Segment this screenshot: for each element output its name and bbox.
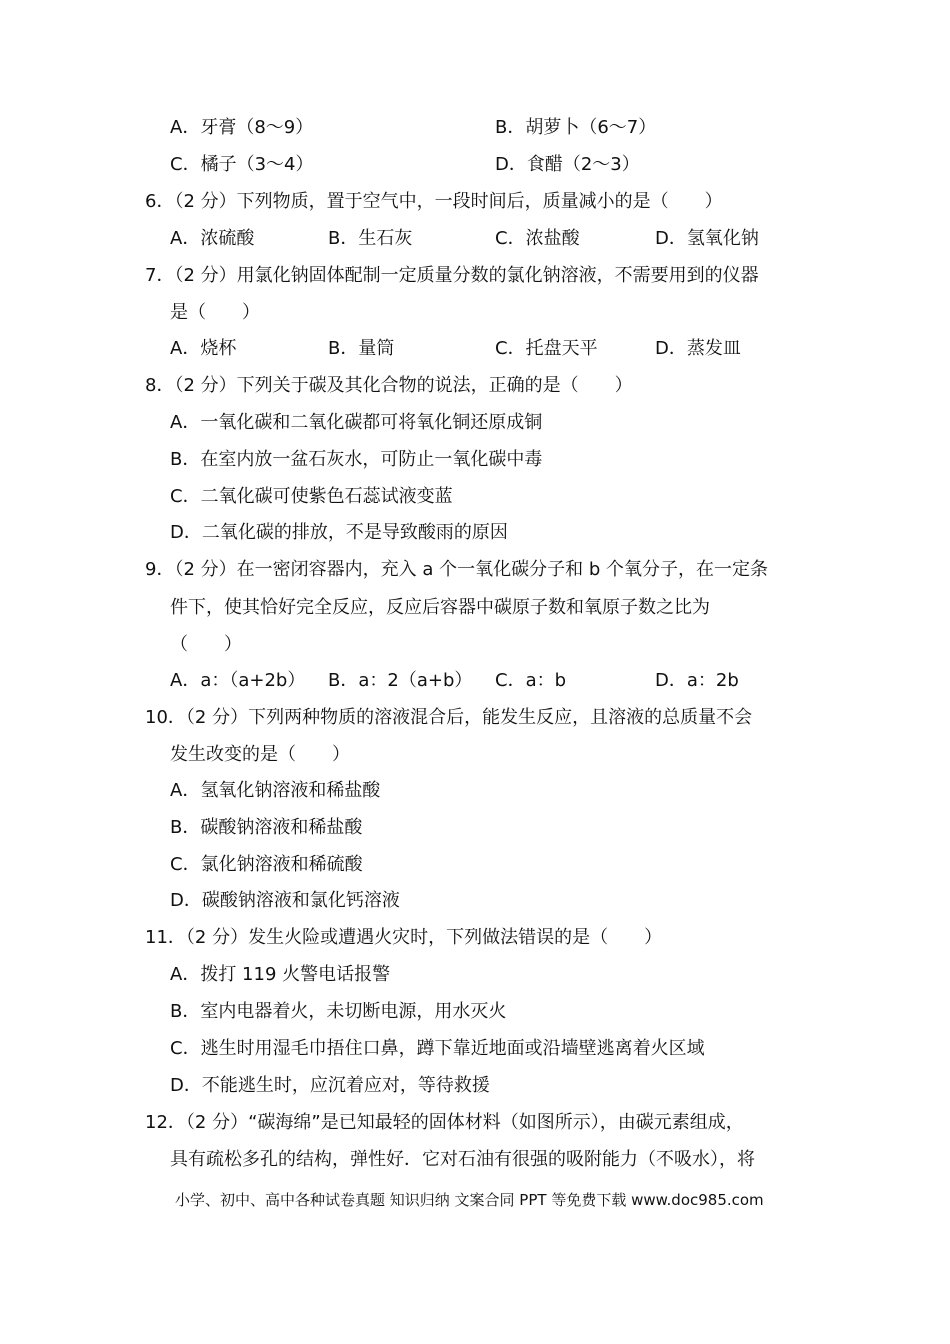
q8-option-a: A．一氧化碳和二氧化碳都可将氧化铜还原成铜 [170, 412, 543, 433]
q11-option-b: B．室内电器着火，未切断电源，用水灭火 [170, 1001, 507, 1022]
q7-option-b: B．量筒 [328, 338, 395, 359]
q5-option-c: C．橘子（3～4） [170, 154, 314, 175]
q6-stem: 6．（2 分）下列物质，置于空气中，一段时间后，质量减小的是（ ） [145, 191, 723, 212]
q9-option-b: B．a：2（a+b） [328, 670, 473, 691]
q9-option-c: C．a：b [495, 670, 567, 691]
q9-stem-line3: （ ） [170, 634, 242, 655]
q8-option-d: D．二氧化碳的排放，不是导致酸雨的原因 [170, 522, 508, 543]
q7-stem-line2: 是（ ） [170, 302, 260, 323]
q9-option-d: D．a：2b [655, 670, 739, 691]
q9-stem-line1: 9．（2 分）在一密闭容器内，充入 a 个一氧化碳分子和 b 个氧分子，在一定条 [145, 559, 768, 580]
q7-option-d: D．蒸发皿 [655, 338, 741, 359]
q11-option-d: D．不能逃生时，应沉着应对，等待救援 [170, 1075, 490, 1096]
q7-option-a: A．烧杯 [170, 338, 237, 359]
q5-option-d: D．食醋（2～3） [495, 154, 640, 175]
q9-stem-line2: 件下，使其恰好完全反应，反应后容器中碳原子数和氧原子数之比为 [170, 597, 710, 618]
q12-stem-line1: 12．（2 分）“碳海绵”是已知最轻的固体材料（如图所示），由碳元素组成， [145, 1112, 744, 1133]
q9-option-a: A．a：（a+2b） [170, 670, 306, 691]
q11-option-c: C．逃生时用湿毛巾捂住口鼻，蹲下靠近地面或沿墙壁逃离着火区域 [170, 1038, 705, 1059]
q6-option-d: D．氢氧化钠 [655, 228, 759, 249]
q10-option-b: B．碳酸钠溶液和稀盐酸 [170, 817, 363, 838]
q11-option-a: A．拨打 119 火警电话报警 [170, 964, 391, 985]
q5-option-b: B．胡萝卜（6～7） [495, 117, 657, 138]
q12-stem-line2: 具有疏松多孔的结构，弹性好．它对石油有很强的吸附能力（不吸水），将 [170, 1149, 755, 1170]
q6-option-c: C．浓盐酸 [495, 228, 580, 249]
q8-stem: 8．（2 分）下列关于碳及其化合物的说法，正确的是（ ） [145, 375, 633, 396]
q6-option-a: A．浓硫酸 [170, 228, 255, 249]
q10-option-d: D．碳酸钠溶液和氯化钙溶液 [170, 890, 400, 911]
q8-option-c: C．二氧化碳可使紫色石蕊试液变蓝 [170, 486, 453, 507]
q10-option-c: C．氯化钠溶液和稀硫酸 [170, 854, 363, 875]
q10-option-a: A．氢氧化钠溶液和稀盐酸 [170, 780, 381, 801]
q7-stem-line1: 7．（2 分）用氯化钠固体配制一定质量分数的氯化钠溶液，不需要用到的仪器 [145, 265, 759, 286]
page-footer: 小学、初中、高中各种试卷真题 知识归纳 文案合同 PPT 等免费下载 www.doc985.com [175, 1191, 764, 1209]
q10-stem-line1: 10．（2 分）下列两种物质的溶液混合后，能发生反应，且溶液的总质量不会 [145, 707, 753, 728]
q5-option-a: A．牙膏（8～9） [170, 117, 314, 138]
q11-stem: 11．（2 分）发生火险或遭遇火灾时，下列做法错误的是（ ） [145, 927, 663, 948]
q8-option-b: B．在室内放一盆石灰水，可防止一氧化碳中毒 [170, 449, 543, 470]
q7-option-c: C．托盘天平 [495, 338, 598, 359]
q6-option-b: B．生石灰 [328, 228, 413, 249]
q10-stem-line2: 发生改变的是（ ） [170, 744, 350, 765]
